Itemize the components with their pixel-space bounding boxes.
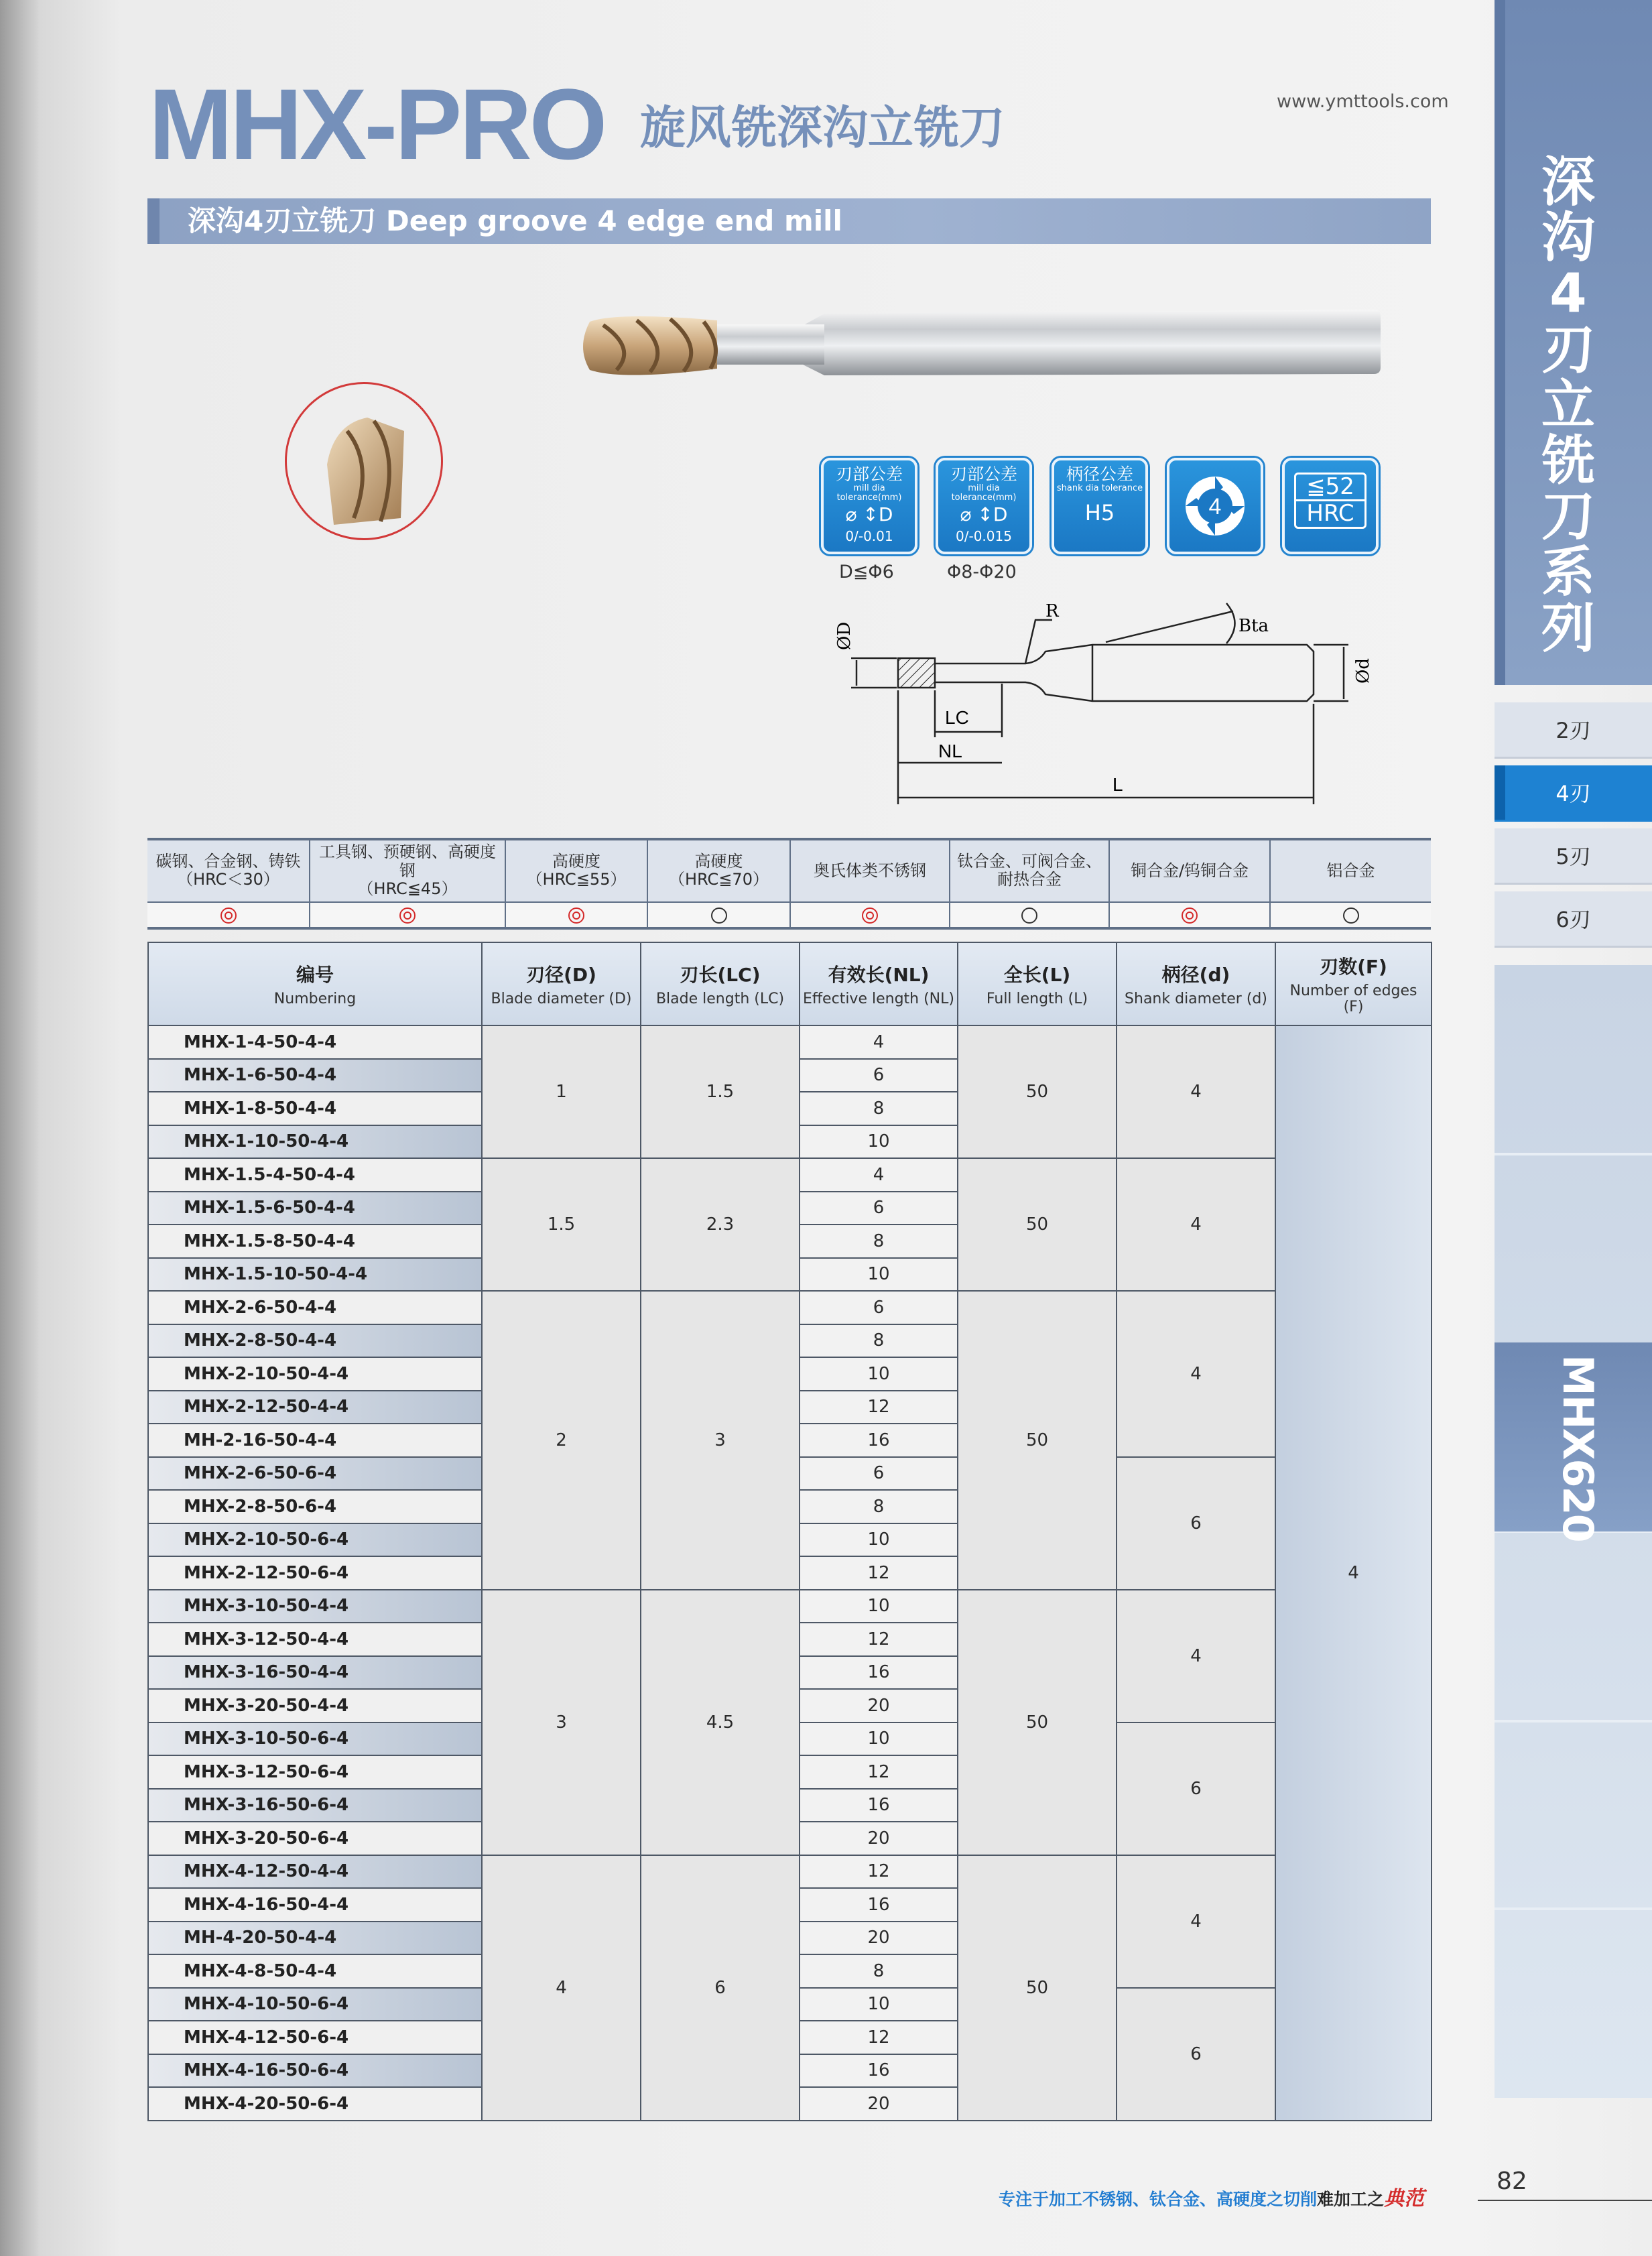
material-suitability-table	[147, 838, 1431, 930]
column-header: 刃长(LC) Blade length (LC)	[641, 942, 800, 1025]
part-number-cell: MHX-1.5-4-50-4-4	[148, 1158, 482, 1192]
suitable-icon	[1021, 907, 1037, 924]
label-l: L	[1113, 774, 1123, 795]
part-number-cell: MHX-1-8-50-4-4	[148, 1092, 482, 1125]
hardness-badge: ≦52 HRC	[1282, 458, 1379, 554]
effective-length-cell: 6	[800, 1457, 958, 1491]
table-row	[148, 1158, 1432, 1192]
part-number-cell: MHX-3-12-50-6-4	[148, 1755, 482, 1789]
part-number-cell: MHX-1-4-50-4-4	[148, 1025, 482, 1059]
effective-length-cell: 16	[800, 1424, 958, 1457]
blade-diameter-cell: 1.5	[482, 1158, 641, 1291]
effective-length-cell: 6	[800, 1059, 958, 1092]
column-header: 刃数(F) Number of edges (F)	[1275, 942, 1432, 1025]
shank-diameter-cell: 6	[1117, 1457, 1275, 1590]
part-number-cell: MHX-2-12-50-4-4	[148, 1391, 482, 1424]
website-link[interactable]: www.ymttools.com	[1277, 91, 1449, 112]
flute-count-badge	[1167, 458, 1263, 554]
shank-diameter-cell: 4	[1117, 1291, 1275, 1457]
material-suitability-cell	[647, 902, 790, 928]
material-suitability-cell	[1270, 902, 1431, 928]
material-suitability-cell	[505, 902, 647, 928]
part-number-cell: MHX-3-10-50-4-4	[148, 1590, 482, 1623]
column-header: 刃径(D) Blade diameter (D)	[482, 942, 641, 1025]
material-header: 铜合金/钨铜合金	[1109, 839, 1270, 902]
shank-diameter-cell: 4	[1117, 1158, 1275, 1291]
material-header: 奥氏体类不锈钢	[790, 839, 950, 902]
sidebar-series-label: MHX620	[1553, 1355, 1602, 1542]
tolerance-label-large: Φ8-Φ20	[947, 562, 1017, 582]
sidebar-tab-2-edge[interactable]: 2刃	[1495, 702, 1652, 759]
recommended-icon	[862, 907, 878, 924]
column-header: 有效长(NL) Effective length (NL)	[800, 942, 958, 1025]
effective-length-cell: 4	[800, 1025, 958, 1059]
shank-diameter-cell: 4	[1117, 1855, 1275, 1988]
tolerance-badge-small: 刃部公差 mill dia tolerance(mm) ⌀ ↕D 0/-0.01	[821, 458, 917, 554]
effective-length-cell: 12	[800, 1623, 958, 1656]
page-number-rule	[1478, 2200, 1652, 2201]
page-number: 82	[1497, 2168, 1527, 2195]
effective-length-cell: 12	[800, 1391, 958, 1424]
effective-length-cell: 8	[800, 1092, 958, 1125]
effective-length-cell: 10	[800, 1722, 958, 1756]
label-bta: Bta	[1238, 616, 1269, 636]
effective-length-cell: 20	[800, 1922, 958, 1955]
part-number-cell: MHX-1.5-6-50-4-4	[148, 1192, 482, 1225]
suitable-icon	[711, 907, 727, 924]
full-length-cell: 50	[958, 1590, 1117, 1855]
effective-length-cell: 12	[800, 1855, 958, 1889]
full-length-cell: 50	[958, 1855, 1117, 2121]
part-number-cell: MHX-2-12-50-6-4	[148, 1556, 482, 1590]
column-header: 柄径(d) Shank diameter (d)	[1117, 942, 1275, 1025]
part-number-cell: MHX-4-10-50-6-4	[148, 1988, 482, 2021]
column-header: 编号 Numbering	[148, 942, 482, 1025]
material-suitability-cell	[790, 902, 950, 928]
blade-length-cell: 4.5	[641, 1590, 800, 1855]
effective-length-cell: 10	[800, 1523, 958, 1557]
table-row	[148, 1291, 1432, 1324]
effective-length-cell: 10	[800, 1988, 958, 2021]
footer-slogan: 专注于加工不锈钢、钛合金、高硬度之切削难加工之典范	[999, 2187, 1425, 2210]
effective-length-cell: 20	[800, 2087, 958, 2121]
shank-diameter-cell: 6	[1117, 1722, 1275, 1855]
effective-length-cell: 8	[800, 1324, 958, 1358]
part-number-cell: MHX-2-6-50-4-4	[148, 1291, 482, 1324]
sidebar-tab-4-edge[interactable]: 4刃	[1495, 765, 1652, 822]
material-suitability-cell	[147, 902, 310, 928]
tolerance-label-small: D≦Φ6	[839, 562, 894, 582]
table-row	[148, 1590, 1432, 1623]
full-length-cell: 50	[958, 1291, 1117, 1590]
effective-length-cell: 20	[800, 1822, 958, 1855]
material-header: 工具钢、预硬钢、高硬度钢 （HRC≦45）	[310, 839, 505, 902]
suitable-icon	[1343, 907, 1359, 924]
effective-length-cell: 4	[800, 1158, 958, 1192]
sidebar-tab-5-edge[interactable]: 5刃	[1495, 828, 1652, 885]
part-number-cell: MHX-4-16-50-4-4	[148, 1888, 482, 1922]
table-row	[148, 1025, 1432, 1059]
material-header: 碳钢、合金钢、铸铁 （HRC＜30）	[147, 839, 310, 902]
blade-length-cell: 1.5	[641, 1025, 800, 1158]
part-number-cell: MHX-1.5-8-50-4-4	[148, 1225, 482, 1258]
label-od: ØD	[834, 621, 854, 650]
shank-diameter-cell: 4	[1117, 1590, 1275, 1722]
spec-table	[147, 942, 1432, 2121]
effective-length-cell: 10	[800, 1357, 958, 1391]
part-number-cell: MHX-3-10-50-6-4	[148, 1722, 482, 1756]
part-number-cell: MHX-4-12-50-6-4	[148, 2021, 482, 2054]
recommended-icon	[568, 907, 584, 924]
label-lc: LC	[945, 707, 969, 728]
label-sd: Ød	[1353, 658, 1373, 684]
effective-length-cell: 8	[800, 1954, 958, 1988]
effective-length-cell: 8	[800, 1225, 958, 1258]
recommended-icon	[220, 907, 237, 924]
part-number-cell: MHX-3-20-50-4-4	[148, 1689, 482, 1722]
material-suitability-cell	[950, 902, 1109, 928]
blade-diameter-cell: 2	[482, 1291, 641, 1590]
effective-length-cell: 10	[800, 1125, 958, 1159]
material-header: 高硬度 （HRC≦70）	[647, 839, 790, 902]
full-length-cell: 50	[958, 1158, 1117, 1291]
material-header: 铝合金	[1270, 839, 1431, 902]
part-number-cell: MHX-4-8-50-4-4	[148, 1954, 482, 1988]
shank-diameter-cell: 6	[1117, 1988, 1275, 2121]
shank-tolerance-badge: 柄径公差 shank dia tolerance H5	[1052, 458, 1148, 554]
part-number-cell: MHX-3-20-50-6-4	[148, 1822, 482, 1855]
blade-length-cell: 6	[641, 1855, 800, 2121]
end-mill-image	[576, 295, 1381, 395]
edge-count-cell: 4	[1275, 1025, 1432, 2121]
shank-diameter-cell: 4	[1117, 1025, 1275, 1158]
blade-length-cell: 3	[641, 1291, 800, 1590]
sidebar-edge	[1495, 0, 1505, 685]
material-suitability-cell	[310, 902, 505, 928]
effective-length-cell: 16	[800, 2054, 958, 2088]
part-number-cell: MHX-1-10-50-4-4	[148, 1125, 482, 1159]
material-suitability-cell	[1109, 902, 1270, 928]
part-number-cell: MHX-4-16-50-6-4	[148, 2054, 482, 2088]
full-length-cell: 50	[958, 1025, 1117, 1158]
effective-length-cell: 12	[800, 2021, 958, 2054]
material-header: 高硬度 （HRC≦55）	[505, 839, 647, 902]
effective-length-cell: 10	[800, 1590, 958, 1623]
blade-diameter-cell: 1	[482, 1025, 641, 1158]
sidebar-title: 深沟4刃立铣刀系列	[1541, 151, 1595, 660]
blade-diameter-cell: 3	[482, 1590, 641, 1855]
part-number-cell: MHX-3-16-50-4-4	[148, 1656, 482, 1690]
technical-drawing	[824, 583, 1394, 811]
tolerance-badge-large: 刃部公差 mill dia tolerance(mm) ⌀ ↕D 0/-0.015	[936, 458, 1032, 554]
part-number-cell: MHX-1.5-10-50-4-4	[148, 1258, 482, 1292]
blade-diameter-cell: 4	[482, 1855, 641, 2121]
material-header: 钛合金、可阀合金、 耐热合金	[950, 839, 1109, 902]
effective-length-cell: 6	[800, 1192, 958, 1225]
brand-subtitle: 旋风铣深沟立铣刀	[640, 102, 1005, 155]
effective-length-cell: 8	[800, 1490, 958, 1523]
part-number-cell: MHX-4-20-50-6-4	[148, 2087, 482, 2121]
part-number-cell: MHX-3-12-50-4-4	[148, 1623, 482, 1656]
effective-length-cell: 20	[800, 1689, 958, 1722]
part-number-cell: MHX-4-12-50-4-4	[148, 1855, 482, 1889]
table-row	[148, 1855, 1432, 1889]
part-number-cell: MH-4-20-50-4-4	[148, 1922, 482, 1955]
part-number-cell: MH-2-16-50-4-4	[148, 1424, 482, 1457]
column-header: 全长(L) Full length (L)	[958, 942, 1117, 1025]
effective-length-cell: 16	[800, 1656, 958, 1690]
part-number-cell: MHX-2-8-50-4-4	[148, 1324, 482, 1358]
recommended-icon	[1182, 907, 1198, 924]
cutting-edge-zoom	[285, 382, 443, 540]
blade-length-cell: 2.3	[641, 1158, 800, 1291]
part-number-cell: MHX-2-6-50-6-4	[148, 1457, 482, 1491]
recommended-icon	[399, 907, 416, 924]
part-number-cell: MHX-1-6-50-4-4	[148, 1059, 482, 1092]
effective-length-cell: 6	[800, 1291, 958, 1324]
part-number-cell: MHX-3-16-50-6-4	[148, 1789, 482, 1822]
part-number-cell: MHX-2-10-50-4-4	[148, 1357, 482, 1391]
part-number-cell: MHX-2-10-50-6-4	[148, 1523, 482, 1557]
svg-text:4: 4	[1208, 494, 1222, 519]
effective-length-cell: 10	[800, 1258, 958, 1292]
sidebar-series-tab[interactable]	[1495, 1342, 1652, 1542]
banner-text: 深沟4刃立铣刀 Deep groove 4 edge end mill	[188, 204, 842, 237]
section-banner	[147, 198, 1431, 244]
brand-title: MHX-PRO	[149, 68, 605, 180]
part-number-cell: MHX-2-8-50-6-4	[148, 1490, 482, 1523]
sidebar-tab-6-edge[interactable]: 6刃	[1495, 891, 1652, 948]
effective-length-cell: 12	[800, 1556, 958, 1590]
label-r: R	[1045, 601, 1059, 621]
effective-length-cell: 12	[800, 1755, 958, 1789]
effective-length-cell: 16	[800, 1789, 958, 1822]
effective-length-cell: 16	[800, 1888, 958, 1922]
label-nl: NL	[938, 741, 962, 761]
